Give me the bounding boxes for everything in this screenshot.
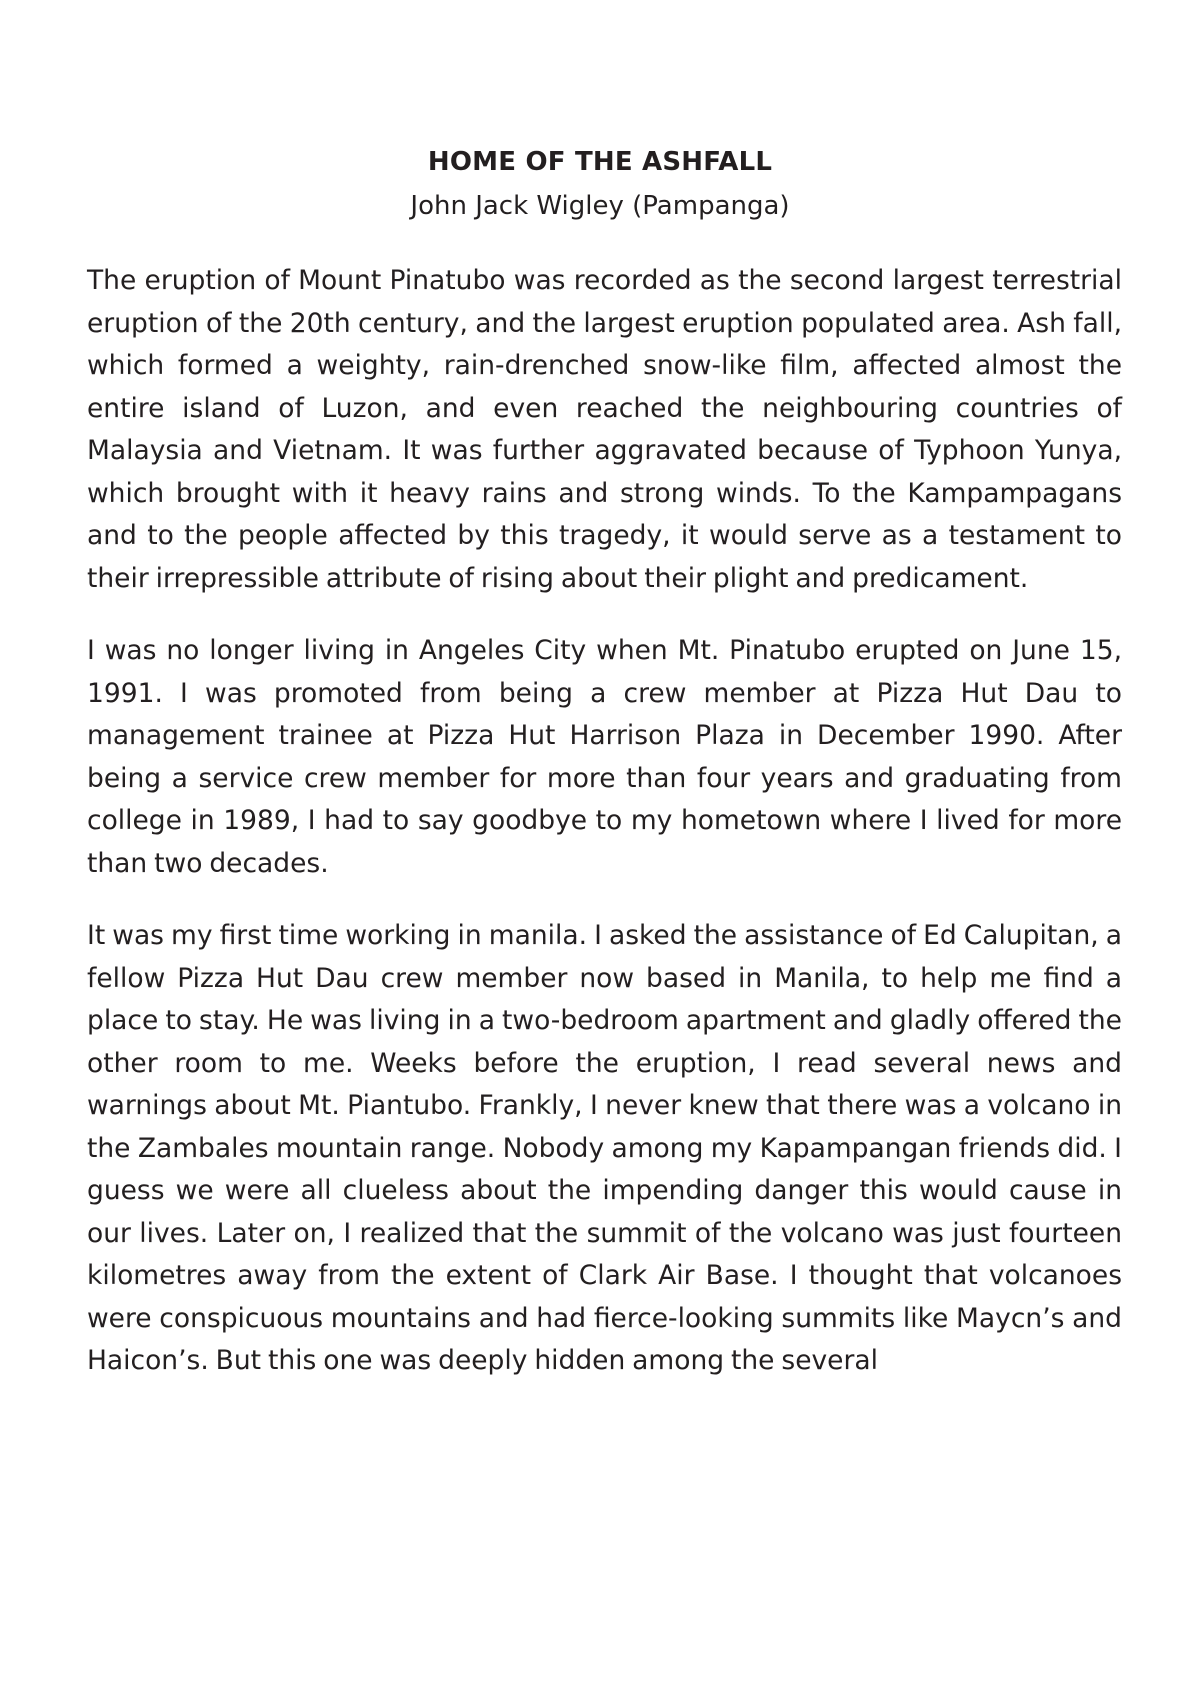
paragraph-2: I was no longer living in Angeles City when Mt. Pinatubo erupted on June 15, 1991. I was promoted from being a crew member at Pizza Hut Dau to management trainee at Pizza Hut Harrison Plaza in December 1990. After being a service crew member for more than four years and graduating from college in 1989, I had to say goodbye to my hometown where I lived for more than two decades.	[87, 635, 1122, 879]
paragraph-3: It was my first time working in manila. I asked the assistance of Ed Calupitan, a fellow Pizza Hut Dau crew member now based in Manila, to help me find a place to stay. He was living in a two-bedroom apartment and gladly offered the other room to me. Weeks before the eruption, I read several news and warnings about Mt. Piantubo. Frankly, I never knew that there was a volcano in the Zambales mountain range. Nobody among my Kapampangan friends did. I guess we were all clueless about the impending danger this would cause in our lives. Later on, I realized that the summit of the volcano was just fourteen kilometres away from the extent of Clark Air Base. I thought that volcanoes were conspicuous mountains and had fierce-looking summits like Maycn’s and Haicon’s. But this one was deeply hidden among the several	[87, 920, 1122, 1376]
document-title: HOME OF THE ASHFALL	[427, 147, 773, 177]
article-body	[87, 260, 1122, 1413]
paragraph-1: The eruption of Mount Pinatubo was recorded as the second largest terrestrial eruption of the 20th century, and the largest eruption populated area. Ash fall, which formed a weighty, rain-drenched snow-like film, affected almost the entire island of Luzon, and even reached the neighbouring countries of Malaysia and Vietnam. It was further aggravated because of Typhoon Yunya, which brought with it heavy rains and strong winds. To the Kampampagans and to the people affected by this tragedy, it would serve as a testament to their irrepressible attribute of rising about their plight and predicament.	[87, 265, 1122, 594]
author-byline: John Jack Wigley (Pampanga)	[410, 191, 790, 221]
